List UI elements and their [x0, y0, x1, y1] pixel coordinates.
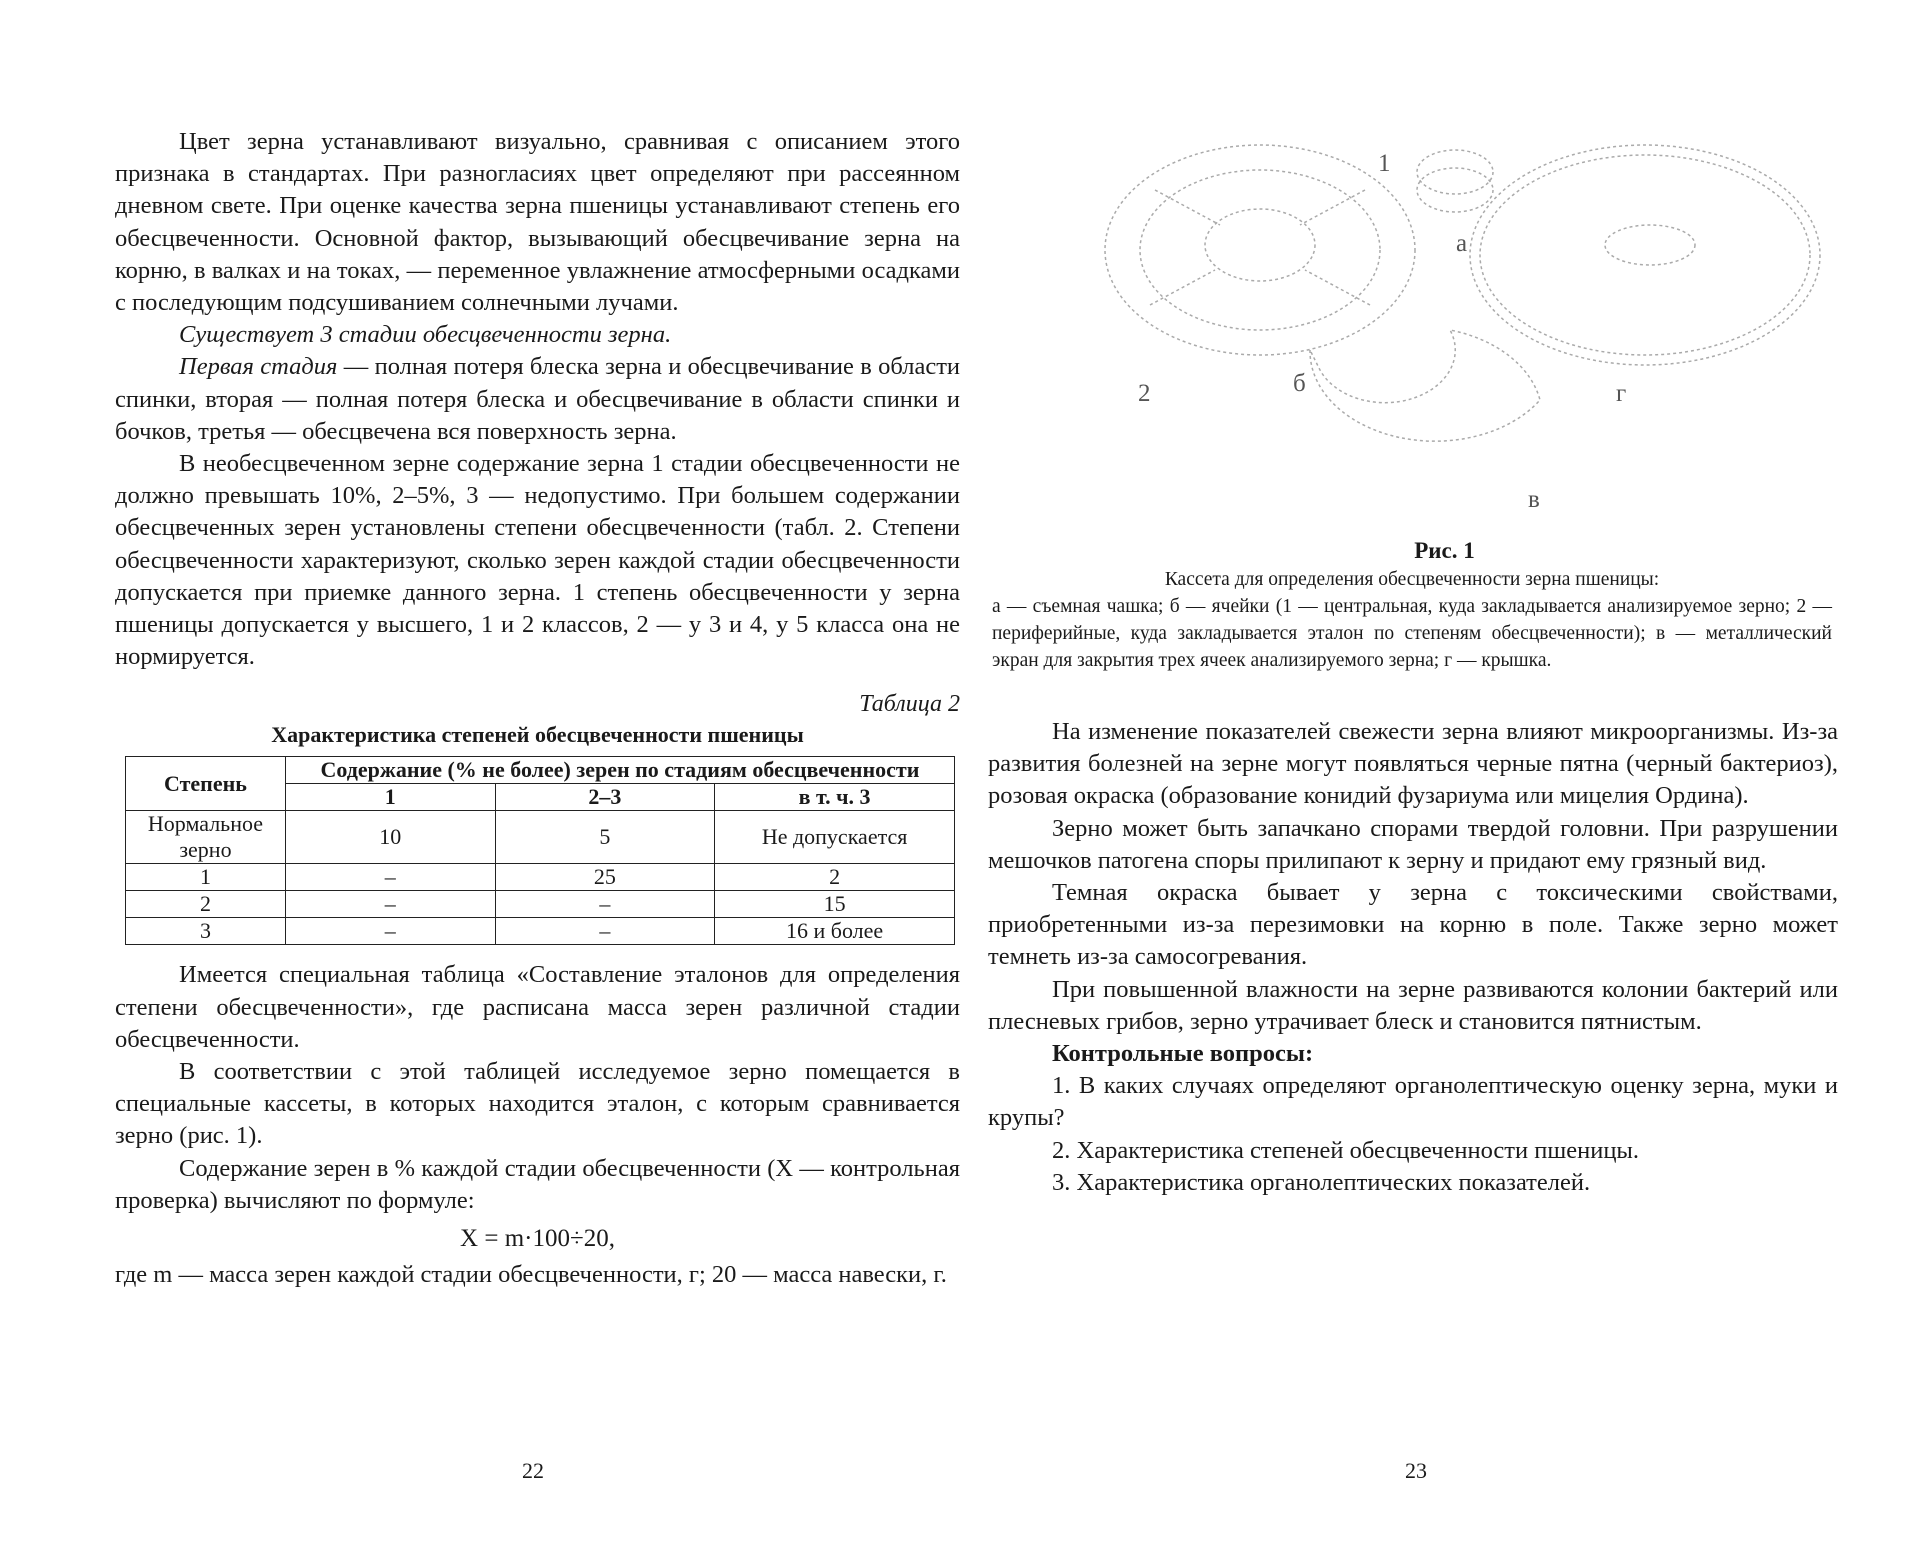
table-cell: 16 и более: [715, 918, 955, 945]
table-subheader: 2–3: [495, 784, 715, 811]
figure-label: 1: [1378, 150, 1391, 177]
cassette-cells-outline: [1105, 145, 1415, 355]
table-cell: –: [495, 891, 715, 918]
figure-label: б: [1293, 370, 1306, 397]
table-cell: Не допускается: [715, 811, 955, 864]
table-row: [126, 811, 955, 864]
paragraph: Темная окраска бывает у зерна с токсическими свойствами, приобретенными из-за перезимовки на корню в поле. Также зерно может темнеть из-за самосогревания.: [988, 879, 1838, 971]
figure-caption: [992, 566, 1832, 674]
paragraph: Имеется специальная таблица «Составление эталонов для определения степени обесцвеченности», где расписана масса зерен различной стадии обесцвеченности.: [115, 961, 960, 1053]
figure-label: а: [1456, 230, 1468, 257]
table-cell: 2: [126, 891, 286, 918]
table-cell: 15: [715, 891, 955, 918]
lid: [1470, 145, 1820, 365]
paragraph: Зерно может быть запачкано спорами твердой головни. При разрушении мешочков патогена споры прилипают к зерну и придают ему грязный вид.: [988, 814, 1838, 874]
question-item: 3. Характеристика органолептических показателей.: [1052, 1168, 1591, 1196]
caption-first-line: Кассета для определения обесцвеченности зерна пшеницы:: [1164, 569, 1660, 590]
table-cell: 5: [495, 811, 715, 864]
metal-screen: [1310, 330, 1540, 441]
paragraph: На изменение показателей свежести зерна влияют микроорганизмы. Из-за развития болезней на зерне могут появляться черные пятна (черный бактериоз), розовая окраска (образование конидий фузариума или мицелия Ордина).: [988, 718, 1838, 810]
question-item: 2. Характеристика степеней обесцвеченности пшеницы.: [1052, 1136, 1640, 1164]
table-cell: –: [285, 864, 495, 891]
caption-text: а — съемная чашка; б — ячейки (1 — центральная, куда закладывается анализируемое зерно; 2 — периферийные, куда закладывается эталон по степеням обесцвеченности); в — металлический экран для закрытия трех ячеек анализируемого зерна; г — крышка.: [992, 596, 1832, 671]
table-cell: –: [285, 918, 495, 945]
table-cell: –: [495, 918, 715, 945]
table-cell: –: [285, 891, 495, 918]
figure-caption-title: Рис. 1: [1414, 538, 1475, 563]
right-page: [980, 0, 1909, 1550]
grade-table: [125, 756, 955, 945]
questions-title: Контрольные вопросы:: [1052, 1040, 1314, 1068]
formula-note: где m — масса зерен каждой стадии обесцвеченности, г; 20 — масса навески, г.: [115, 1261, 947, 1289]
paragraph: [115, 351, 960, 448]
paragraph: В необесцвеченном зерне содержание зерна 1 стадии обесцвеченности не должно превышать 10%, 2–5%, 3 — недопустимо. При большем содержании обесцвеченных зерен установлены степени обесцвеченности (табл. 2. Степени обесцвеченности характеризуют, сколько зерен каждой стадии обесцвеченности допускается при приемке данного зерна. 1 степень обесцвеченности у зерна пшеницы допускается у высшего, 1 и 2 классов, 2 — у 3 и 4, у 5 класса она не нормируется.: [115, 450, 960, 671]
right-text-column: [988, 716, 1838, 1199]
figure-label: 2: [1138, 380, 1151, 407]
table-row: [126, 891, 955, 918]
formula: X = m·100÷20,: [460, 1225, 615, 1253]
removable-cup: [1417, 150, 1493, 194]
paragraph: Содержание зерен в % каждой стадии обесцвеченности (X — контрольная проверка) вычисляют по формуле:: [115, 1154, 960, 1214]
table-cell: 2: [715, 864, 955, 891]
table-header-grade: Степень: [126, 757, 286, 811]
page-number: 22: [522, 1458, 544, 1483]
table-subheader: в т. ч. 3: [715, 784, 955, 811]
table-header-group: Содержание (% не более) зерен по стадиям обесцвеченности: [285, 757, 954, 784]
table-row: [126, 918, 955, 945]
paragraph-italic: Существует 3 стадии обесцвеченности зерна.: [179, 321, 672, 349]
left-text-column: [115, 126, 960, 1291]
question-item: 1. В каких случаях определяют органолептическую оценку зерна, муки и крупы?: [988, 1072, 1838, 1132]
table-cell: 1: [126, 864, 286, 891]
paragraph: При повышенной влажности на зерне развиваются колонии бактерий или плесневых грибов, зерно утрачивает блеск и становится пятнистым.: [988, 975, 1838, 1035]
page-number: 23: [1405, 1458, 1427, 1483]
table-subheader: 1: [285, 784, 495, 811]
table-row: [126, 864, 955, 891]
table-title: Характеристика степеней обесцвеченности пшеницы: [271, 722, 804, 748]
figure-label: г: [1616, 380, 1627, 407]
table-cell: 25: [495, 864, 715, 891]
paragraph: Цвет зерна устанавливают визуально, сравнивая с описанием этого признака в стандартах. При разногласиях цвет определяют при рассеянном дневном свете. При оценке качества зерна пшеницы устанавливают степень его обесцвеченности. Основной фактор, вызывающий обесцвечивание зерна на корню, в валках и на токах, — переменное увлажнение атмосферными осадками с последующим подсушиванием солнечными лучами.: [115, 128, 960, 317]
table-cell: 10: [285, 811, 495, 864]
paragraph: В соответствии с этой таблицей исследуемое зерно помещается в специальные кассеты, в которых находится эталон, с которым сравнивается зерно (рис. 1).: [115, 1058, 960, 1150]
table-cell: 3: [126, 918, 286, 945]
cassette-drawing: [980, 130, 1909, 530]
cassette-figure: [980, 130, 1909, 530]
table-cell: Нормальное зерно: [126, 811, 286, 864]
figure-label: в: [1528, 486, 1540, 513]
table-number: Таблица 2: [859, 691, 960, 718]
first-stage-text: — полная потеря блеска зерна и обесцвечивание в области спинки, вторая — полная потеря блеска и обесцвечивание в области спинки и бочков, третья — обесцвечена вся поверхность зерна.: [115, 353, 961, 445]
first-stage-label: Первая стадия: [179, 353, 338, 381]
